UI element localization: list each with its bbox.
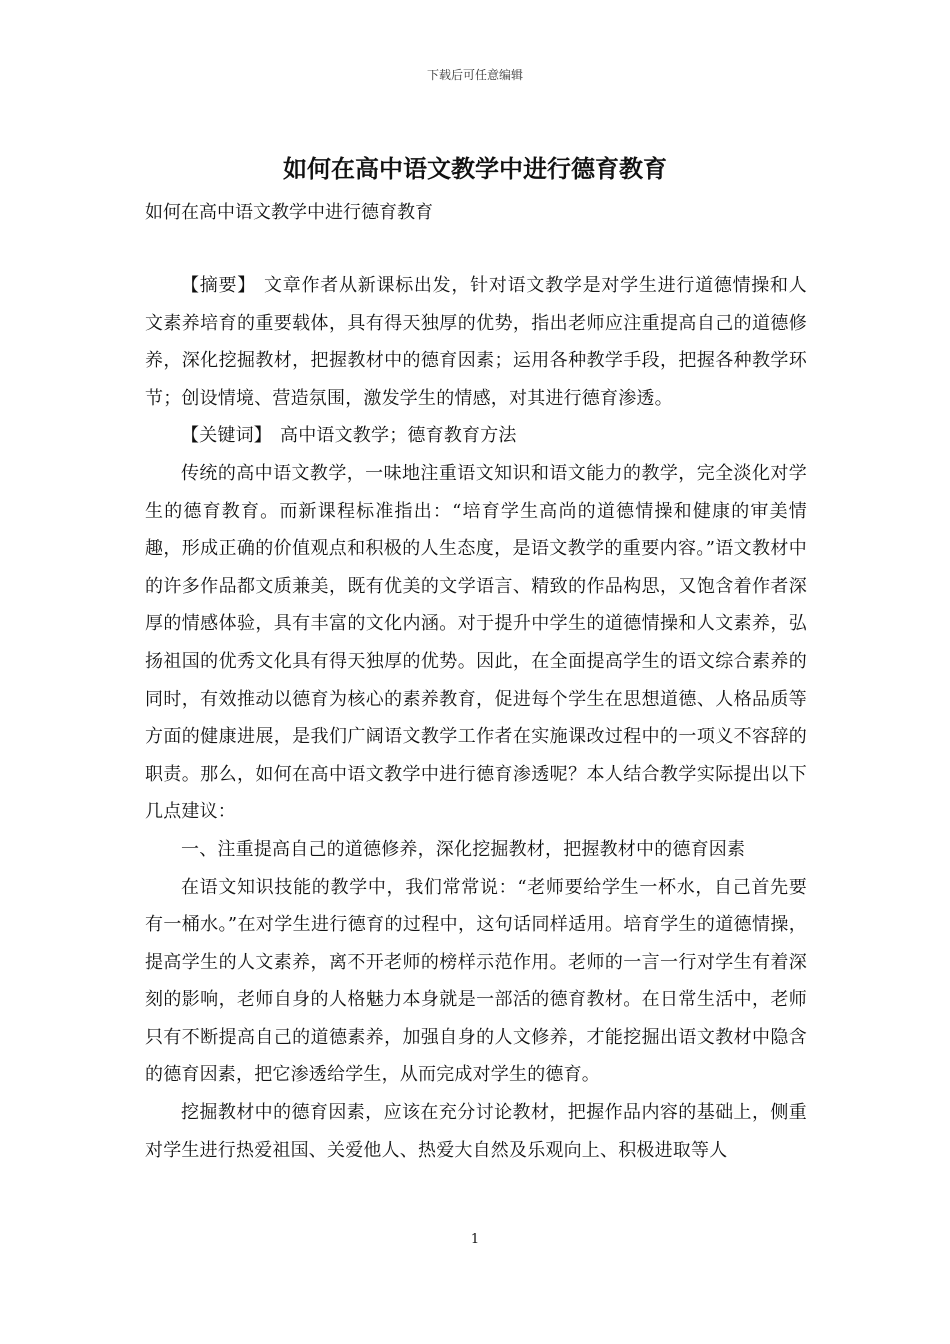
section-heading: 一、注重提高自己的道德修养，深化挖掘教材，把握教材中的德育因素 [181, 838, 746, 860]
abstract-text: 文章作者从新课标出发，针对语文教学是对学生进行道德情操和人文素养培育的重要载体，具有得天独厚的优势，指出老师应注重提高自己的道德修养，深化挖掘教材，把握教材中的德育因素；运用各种教学手段，把握各种教学环节；创设情境、营造氛围，激发学生的情感，对其进行德育渗透。 [145, 275, 807, 409]
document-title: 如何在高中语文教学中进行德育教育 [283, 154, 667, 183]
document-subtitle: 如何在高中语文教学中进行德育教育 [145, 202, 433, 223]
keywords-label: 【关键词】 [181, 425, 272, 447]
abstract-label: 【摘要】 [181, 275, 256, 296]
keywords-text: 高中语文教学；德育教育方法 [280, 425, 517, 447]
abstract-paragraph [145, 267, 807, 417]
keywords-paragraph [145, 417, 807, 455]
document-body [145, 267, 807, 1169]
body-paragraph: 传统的高中语文教学，一味地注重语文知识和语文能力的教学，完全淡化对学生的德育教育。而新课程标准指出：“培育学生高尚的道德情操和健康的审美情趣，形成正确的价值观点和积极的人生态度，是语文教学的重要内容。”语文教材中的许多作品都文质兼美，既有优美的文学语言、精致的作品构思，又饱含着作者深厚的情感体验，具有丰富的文化内涵。对于提升中学生的道德情操和人文素养，弘扬祖国的优秀文化具有得天独厚的优势。因此，在全面提高学生的语文综合素养的同时，有效推动以德育为核心的素养教育，促进每个学生在思想道德、人格品质等方面的健康进展，是我们广阔语文教学工作者在实施课改过程中的一项义不容辞的职责。那么，如何在高中语文教学中进行德育渗透呢？本人结合教学实际提出以下几点建议： [145, 462, 807, 823]
header-note: 下载后可任意编辑 [426, 68, 523, 82]
body-paragraph: 挖掘教材中的德育因素，应该在充分讨论教材，把握作品内容的基础上，侧重对学生进行热爱祖国、关爱他人、热爱大自然及乐观向上、积极进取等人 [145, 1102, 807, 1161]
body-paragraph: 在语文知识技能的教学中，我们常常说：“老师要给学生一杯水，自己首先要有一桶水。”在对学生进行德育的过程中，这句话同样适用。培育学生的道德情操，提高学生的人文素养，离不开老师的榜样示范作用。老师的一言一行对学生有着深刻的影响，老师自身的人格魅力本身就是一部活的德育教材。在日常生活中，老师只有不断提高自己的道德素养，加强自身的人文修养，才能挖掘出语文教材中隐含的德育因素，把它渗透给学生，从而完成对学生的德育。 [145, 876, 807, 1086]
page-number: 1 [470, 1232, 480, 1247]
